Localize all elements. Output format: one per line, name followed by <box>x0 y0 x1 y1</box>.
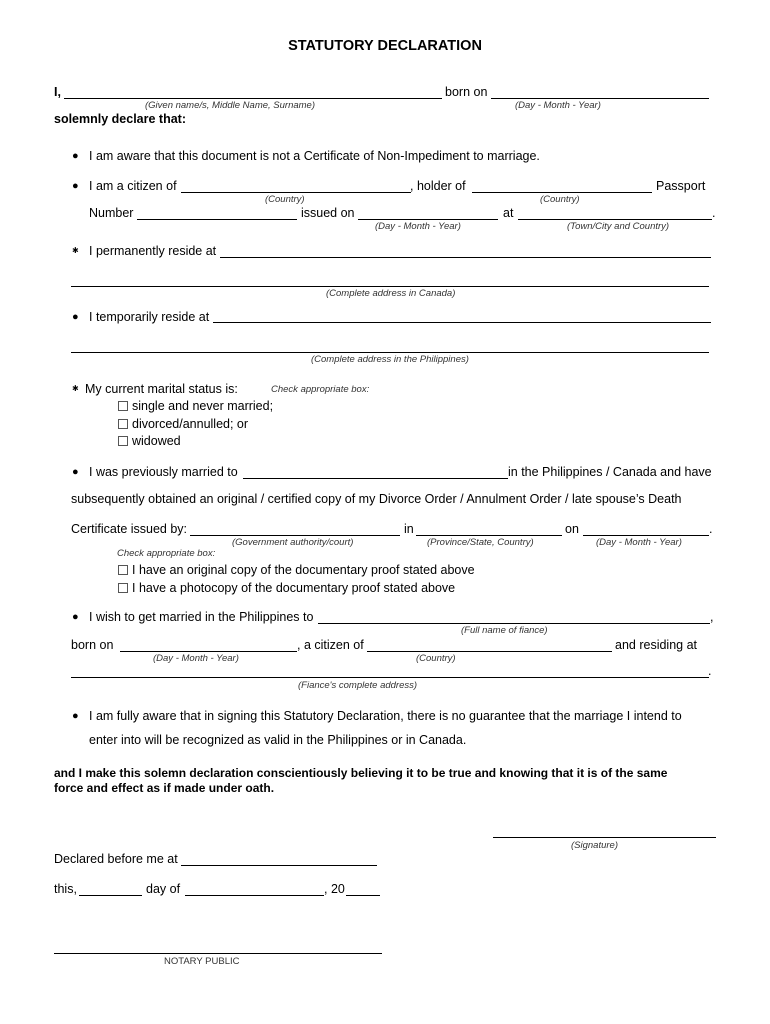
awareness-line1: I am fully aware that in signing this Statutory Declaration, there is no guarantee that the marriage I intend to <box>89 709 682 723</box>
notary-caption: NOTARY PUBLIC <box>164 956 240 967</box>
name-caption: (Given name/s, Middle Name, Surname) <box>145 100 316 111</box>
option-widowed[interactable] <box>118 434 181 448</box>
bullet-icon: ● <box>72 311 79 323</box>
number-label: Number <box>89 206 134 220</box>
issue-date-caption: (Day - Month - Year) <box>596 537 682 548</box>
closing-line1: and I make this solemn declaration conscientiously believing it to be true and knowing that it is of the same <box>54 766 668 780</box>
residing-at-label: and residing at <box>615 638 698 652</box>
province-caption: (Province/State, Country) <box>427 537 534 548</box>
year-field[interactable] <box>346 895 380 896</box>
fiance-birth-date-caption: (Day - Month - Year) <box>153 653 239 664</box>
authority-caption: (Government authority/court) <box>232 537 354 548</box>
period: . <box>709 522 713 536</box>
temporary-reside-label: I temporarily reside at <box>89 310 210 324</box>
permanent-address-field[interactable] <box>220 257 711 258</box>
bullet-icon: ● <box>72 611 79 623</box>
declared-before-label: Declared before me at <box>54 852 178 866</box>
in-label: in <box>404 522 414 536</box>
option-original-copy[interactable] <box>118 563 475 577</box>
issued-by-label: Certificate issued by: <box>71 522 188 536</box>
option-photocopy[interactable] <box>118 581 455 595</box>
option-divorced[interactable] <box>118 417 248 431</box>
born-on-label: born on <box>445 85 488 99</box>
checkbox-icon[interactable] <box>118 401 128 411</box>
solemnly-declare: solemnly declare that: <box>54 112 186 126</box>
passport-country-field[interactable] <box>472 192 652 193</box>
divorce-order-text: subsequently obtained an original / certified copy of my Divorce Order / Annulment Order / late spouse’s Death <box>71 492 682 506</box>
fiance-address-caption: (Fiance's complete address) <box>298 680 418 691</box>
awareness-line2: enter into will be recognized as valid in the Philippines or in Canada. <box>89 733 467 747</box>
signature-caption: (Signature) <box>571 840 618 851</box>
bullet-icon: ● <box>72 180 79 192</box>
holder-of-label: , holder of <box>410 179 466 193</box>
check-box-hint: Check appropriate box: <box>271 384 370 395</box>
this-label: this, <box>54 882 77 896</box>
issuing-date-field[interactable] <box>583 535 709 536</box>
option-photocopy-label: I have a photocopy of the documentary proof stated above <box>132 581 456 595</box>
birth-date-field[interactable] <box>491 98 709 99</box>
bullet-icon: ● <box>72 466 79 478</box>
permanent-address-field-line2[interactable] <box>71 286 709 287</box>
issue-place-caption: (Town/City and Country) <box>567 221 670 232</box>
option-single-label: single and never married; <box>132 399 274 413</box>
i-label: I, <box>54 85 61 99</box>
fiance-born-on-label: born on <box>71 638 114 652</box>
statement-not-certificate: I am aware that this document is not a Certificate of Non-Impediment to marriage. <box>89 149 540 163</box>
checkbox-icon[interactable] <box>118 436 128 446</box>
fiance-citizen-of-label: , a citizen of <box>297 638 364 652</box>
previous-spouse-field[interactable] <box>243 478 508 479</box>
year-prefix: , 20 <box>324 882 345 896</box>
country-caption: (Country) <box>265 194 305 205</box>
fiance-address-field[interactable] <box>71 677 709 678</box>
closing-line2: force and effect as if made under oath. <box>54 781 275 795</box>
option-widowed-label: widowed <box>132 434 181 448</box>
issue-date-caption: (Day - Month - Year) <box>375 221 461 232</box>
fiance-country-caption: (Country) <box>416 653 456 664</box>
period: . <box>708 664 712 678</box>
at-label: at <box>503 206 514 220</box>
bullet-icon: ✱ <box>72 246 79 255</box>
passport-issue-date-field[interactable] <box>358 219 498 220</box>
philippines-address-caption: (Complete address in the Philippines) <box>311 354 469 365</box>
citizen-of-label: I am a citizen of <box>89 179 177 193</box>
fiance-citizenship-field[interactable] <box>367 651 612 652</box>
citizenship-country-field[interactable] <box>181 192 411 193</box>
issued-on-label: issued on <box>301 206 355 220</box>
fiance-birth-date-field[interactable] <box>120 651 297 652</box>
option-single[interactable] <box>118 399 273 413</box>
month-field[interactable] <box>185 895 324 896</box>
wish-to-marry-label: I wish to get married in the Philippines to <box>89 610 314 624</box>
fiance-name-caption: (Full name of fiance) <box>461 625 548 636</box>
declared-place-field[interactable] <box>181 865 377 866</box>
option-divorced-label: divorced/annulled; or <box>132 417 249 431</box>
option-original-copy-label: I have an original copy of the documentary proof stated above <box>132 563 475 577</box>
temporary-address-field[interactable] <box>213 322 711 323</box>
bullet-icon: ● <box>72 150 79 162</box>
passport-number-field[interactable] <box>137 219 297 220</box>
checkbox-icon[interactable] <box>118 419 128 429</box>
signature-field[interactable] <box>493 837 716 838</box>
name-field[interactable] <box>64 98 442 99</box>
bullet-icon: ✱ <box>72 384 79 393</box>
permanent-reside-label: I permanently reside at <box>89 244 217 258</box>
issuing-authority-field[interactable] <box>190 535 400 536</box>
checkbox-icon[interactable] <box>118 583 128 593</box>
birth-date-caption: (Day - Month - Year) <box>515 100 601 111</box>
issuing-province-field[interactable] <box>416 535 562 536</box>
country-caption: (Country) <box>540 194 580 205</box>
day-of-label: day of <box>146 882 181 896</box>
check-box-hint: Check appropriate box: <box>117 548 216 559</box>
period: . <box>712 206 716 220</box>
comma: , <box>710 610 714 624</box>
marital-status-label: My current marital status is: <box>85 382 238 396</box>
philippines-canada-label: in the Philippines / Canada and have <box>508 465 712 479</box>
day-field[interactable] <box>79 895 142 896</box>
bullet-icon: ● <box>72 710 79 722</box>
page-title: STATUTORY DECLARATION <box>288 38 482 54</box>
fiance-name-field[interactable] <box>318 623 710 624</box>
passport-issue-place-field[interactable] <box>518 219 712 220</box>
passport-label: Passport <box>656 179 706 193</box>
previously-married-label: I was previously married to <box>89 465 238 479</box>
on-label: on <box>565 522 579 536</box>
canada-address-caption: (Complete address in Canada) <box>326 288 456 299</box>
temporary-address-field-line2[interactable] <box>71 352 709 353</box>
notary-signature-field[interactable] <box>54 953 382 954</box>
checkbox-icon[interactable] <box>118 565 128 575</box>
